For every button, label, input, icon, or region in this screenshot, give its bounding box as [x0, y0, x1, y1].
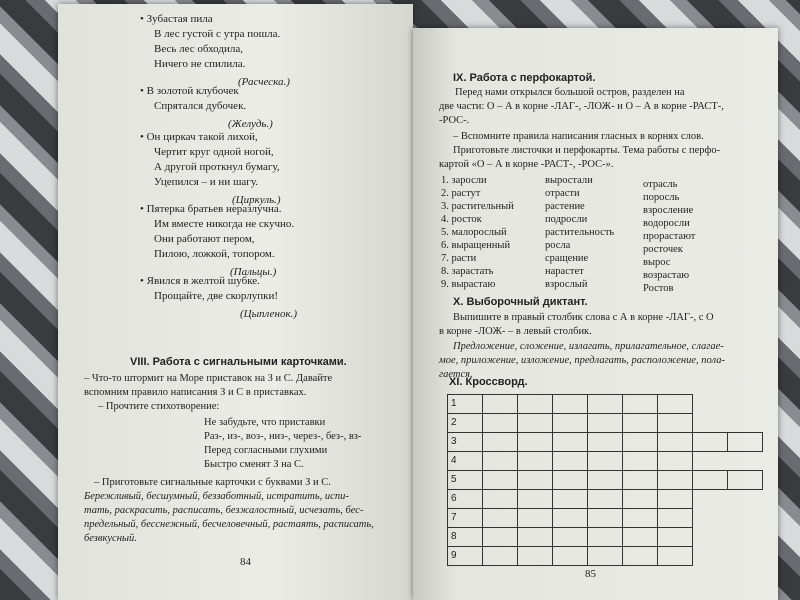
- table-cell: поросль: [643, 192, 680, 203]
- crossword-cell: 3: [447, 432, 483, 452]
- table-cell: выростали: [545, 175, 593, 186]
- right-page: [413, 28, 778, 600]
- section-9-text: -РОС-.: [439, 115, 470, 126]
- table-cell: росточек: [643, 244, 683, 255]
- word-list-line: предельный, бесснежный, бесчеловечный, растаять, расписать,: [84, 519, 374, 530]
- crossword-cell: [552, 489, 588, 509]
- table-cell: 6. выращенный: [441, 240, 511, 251]
- dictation-words: мое, приложение, изложение, предлагать, расположение, пола-: [439, 355, 725, 366]
- crossword-cell: [587, 432, 623, 452]
- riddle-line: Весь лес обходила,: [154, 43, 243, 55]
- crossword-cell: [482, 413, 518, 433]
- section-9-text: две части: О – А в корне -ЛАГ-, -ЛОЖ- и О – А в корне -РАСТ-,: [439, 101, 724, 112]
- dictation-words: гается.: [439, 369, 473, 380]
- riddle-line: [140, 12, 213, 26]
- section-9-text: картой «О – А в корне -РАСТ-, -РОС-».: [439, 159, 614, 170]
- crossword-cell: [622, 413, 658, 433]
- riddle-line: Им вместе никогда не скучно.: [154, 218, 295, 230]
- crossword-cell: [657, 451, 693, 471]
- table-cell: отрасль: [643, 179, 678, 190]
- table-cell: взрослый: [545, 279, 588, 290]
- left-page: [58, 4, 413, 600]
- dictation-words: Предложение, сложение, излагать, прилагательное, слагае-: [453, 341, 724, 352]
- crossword-cell: [622, 432, 658, 452]
- table-cell: 8. зарастать: [441, 266, 494, 277]
- crossword-cell: [727, 470, 763, 490]
- crossword-cell: [622, 394, 658, 414]
- section-8-text: – Прочтите стихотворение:: [98, 401, 220, 412]
- crossword-cell: [622, 451, 658, 471]
- table-cell: 1. заросли: [441, 175, 487, 186]
- crossword-cell: [482, 508, 518, 528]
- crossword-cell: [517, 451, 553, 471]
- table-cell: Ростов: [643, 283, 674, 294]
- crossword-cell: [517, 489, 553, 509]
- rule-poem-line: Быстро сменят З на С.: [204, 459, 304, 470]
- section-11-title: XI. Кроссворд.: [449, 376, 528, 388]
- crossword-cell: [622, 470, 658, 490]
- bullet-icon: •: [140, 275, 147, 287]
- section-10-text: Выпишите в правый столбик слова с А в корне -ЛАГ-, с О: [453, 312, 714, 323]
- table-cell: нарастет: [545, 266, 584, 277]
- table-cell: растительность: [545, 227, 615, 238]
- crossword-cell: [482, 432, 518, 452]
- crossword-cell: [517, 508, 553, 528]
- riddle-line-text: Он циркач такой лихой,: [146, 131, 258, 143]
- crossword-cell: [482, 489, 518, 509]
- crossword-cell: 7: [447, 508, 483, 528]
- word-list-line: тать, раскрасить, расписать, безжалостный, исчезать, бес-: [84, 505, 364, 516]
- crossword-cell: [657, 413, 693, 433]
- bullet-icon: •: [140, 85, 147, 97]
- section-9-text: – Вспомните правила написания гласных в корнях слов.: [453, 131, 704, 142]
- crossword-cell: [552, 413, 588, 433]
- page-number: 84: [240, 556, 251, 568]
- rule-poem-line: Перед согласными глухими: [204, 445, 328, 456]
- riddle-line: [140, 202, 282, 216]
- crossword-cell: 2: [447, 413, 483, 433]
- crossword-cell: 6: [447, 489, 483, 509]
- table-cell: сращение: [545, 253, 589, 264]
- word-list-line: безвкусный.: [84, 533, 137, 544]
- crossword-cell: [657, 470, 693, 490]
- riddle-line: Чертит круг одной ногой,: [154, 146, 274, 158]
- crossword-cell: [587, 508, 623, 528]
- riddle-line: Прощайте, две скорлупки!: [154, 290, 279, 302]
- section-9-title: IX. Работа с перфокартой.: [453, 72, 596, 84]
- rule-poem-line: Не забудьте, что приставки: [204, 417, 326, 428]
- table-cell: 2. растут: [441, 188, 481, 199]
- section-10-text: в корне -ЛОЖ- – в левый столбик.: [439, 326, 592, 337]
- table-cell: прорастают: [643, 231, 696, 242]
- table-cell: 9. вырастаю: [441, 279, 496, 290]
- riddle-line: [140, 84, 239, 98]
- crossword-cell: [657, 527, 693, 547]
- riddle-answer: (Цыпленок.): [240, 308, 298, 320]
- table-cell: отрасти: [545, 188, 580, 199]
- crossword-cell: [482, 546, 518, 566]
- table-cell: подросли: [545, 214, 588, 225]
- crossword-cell: [587, 546, 623, 566]
- riddle-answer: (Пальцы.): [230, 266, 277, 278]
- bullet-icon: •: [140, 203, 147, 215]
- crossword-cell: [692, 470, 728, 490]
- crossword-cell: [552, 451, 588, 471]
- crossword-cell: [692, 432, 728, 452]
- crossword-cell: [657, 394, 693, 414]
- crossword-cell: 1: [447, 394, 483, 414]
- riddle-line: Уцепился – и ни шагу.: [154, 176, 258, 188]
- crossword-cell: [622, 508, 658, 528]
- section-8-text: – Что-то штормит на Море приставок на З и С. Давайте: [84, 373, 333, 384]
- crossword-cell: [587, 394, 623, 414]
- crossword-cell: [552, 432, 588, 452]
- crossword-cell: [482, 394, 518, 414]
- riddle-line: В лес густой с утра пошла.: [154, 28, 281, 40]
- riddle-line-text: Пятерка братьев неразлучна.: [146, 203, 282, 215]
- crossword-cell: [622, 489, 658, 509]
- crossword-cell: [517, 527, 553, 547]
- riddle-line-text: Зубастая пила: [146, 13, 213, 25]
- crossword-cell: [727, 432, 763, 452]
- table-cell: 7. расти: [441, 253, 477, 264]
- crossword-cell: 5: [447, 470, 483, 490]
- crossword-cell: 4: [447, 451, 483, 471]
- crossword-cell: [552, 470, 588, 490]
- riddle-line: А другой проткнул бумагу,: [154, 161, 280, 173]
- crossword-cell: [552, 527, 588, 547]
- crossword-cell: [482, 470, 518, 490]
- crossword-cell: [517, 432, 553, 452]
- page-number: 85: [585, 568, 596, 580]
- crossword-cell: [657, 546, 693, 566]
- riddle-line: Пилою, ложкой, топором.: [154, 248, 275, 260]
- crossword-cell: [657, 432, 693, 452]
- crossword-cell: [552, 508, 588, 528]
- section-8-text: – Приготовьте сигнальные карточки с буквами З и С.: [94, 477, 331, 488]
- table-cell: водоросли: [643, 218, 690, 229]
- table-cell: 3. растительный: [441, 201, 514, 212]
- crossword-cell: [622, 527, 658, 547]
- table-cell: взросление: [643, 205, 694, 216]
- riddle-line: [140, 274, 260, 288]
- crossword-cell: [587, 470, 623, 490]
- crossword-cell: [552, 546, 588, 566]
- crossword-cell: [587, 413, 623, 433]
- crossword-cell: [482, 527, 518, 547]
- table-cell: вырос: [643, 257, 671, 268]
- riddle-line-text: В золотой клубочек: [146, 85, 239, 97]
- crossword-cell: [657, 489, 693, 509]
- riddle-line: Спрятался дубочек.: [154, 100, 247, 112]
- section-8-title: VIII. Работа с сигнальными карточками.: [130, 356, 347, 368]
- riddle-answer: (Желудь.): [228, 118, 273, 130]
- crossword-cell: [482, 451, 518, 471]
- bullet-icon: •: [140, 131, 147, 143]
- crossword-cell: [587, 451, 623, 471]
- table-cell: растение: [545, 201, 585, 212]
- crossword-cell: [552, 394, 588, 414]
- section-10-title: X. Выборочный диктант.: [453, 296, 588, 308]
- word-list-line: Бережливый, бесшумный, беззаботный, истратить, испи-: [84, 491, 349, 502]
- crossword-cell: [622, 546, 658, 566]
- table-cell: 4. росток: [441, 214, 482, 225]
- table-cell: росла: [545, 240, 571, 251]
- bullet-icon: •: [140, 13, 147, 25]
- riddle-answer: (Циркуль.): [232, 194, 281, 206]
- crossword-cell: [517, 546, 553, 566]
- section-9-text: Перед нами открылся большой остров, разделен на: [455, 87, 685, 98]
- table-cell: 5. малорослый: [441, 227, 507, 238]
- riddle-line-text: Явился в желтой шубке.: [146, 275, 260, 287]
- crossword-cell: [657, 508, 693, 528]
- riddle-line: Они работают пером,: [154, 233, 255, 245]
- crossword-cell: 8: [447, 527, 483, 547]
- table-cell: возрастаю: [643, 270, 690, 281]
- rule-poem-line: Раз-, из-, воз-, низ-, через-, без-, вз-: [204, 431, 362, 442]
- section-8-text: вспомним правило написания З и С в приставках.: [84, 387, 307, 398]
- crossword-cell: [517, 470, 553, 490]
- riddle-answer: (Расческа.): [238, 76, 290, 88]
- crossword-cell: [517, 394, 553, 414]
- crossword-cell: [587, 489, 623, 509]
- crossword-cell: 9: [447, 546, 483, 566]
- section-9-text: Приготовьте листочки и перфокарты. Тема работы с перфо-: [453, 145, 721, 156]
- crossword-cell: [587, 527, 623, 547]
- riddle-line: [140, 130, 258, 144]
- riddle-line: Ничего не спилила.: [154, 58, 246, 70]
- crossword-cell: [517, 413, 553, 433]
